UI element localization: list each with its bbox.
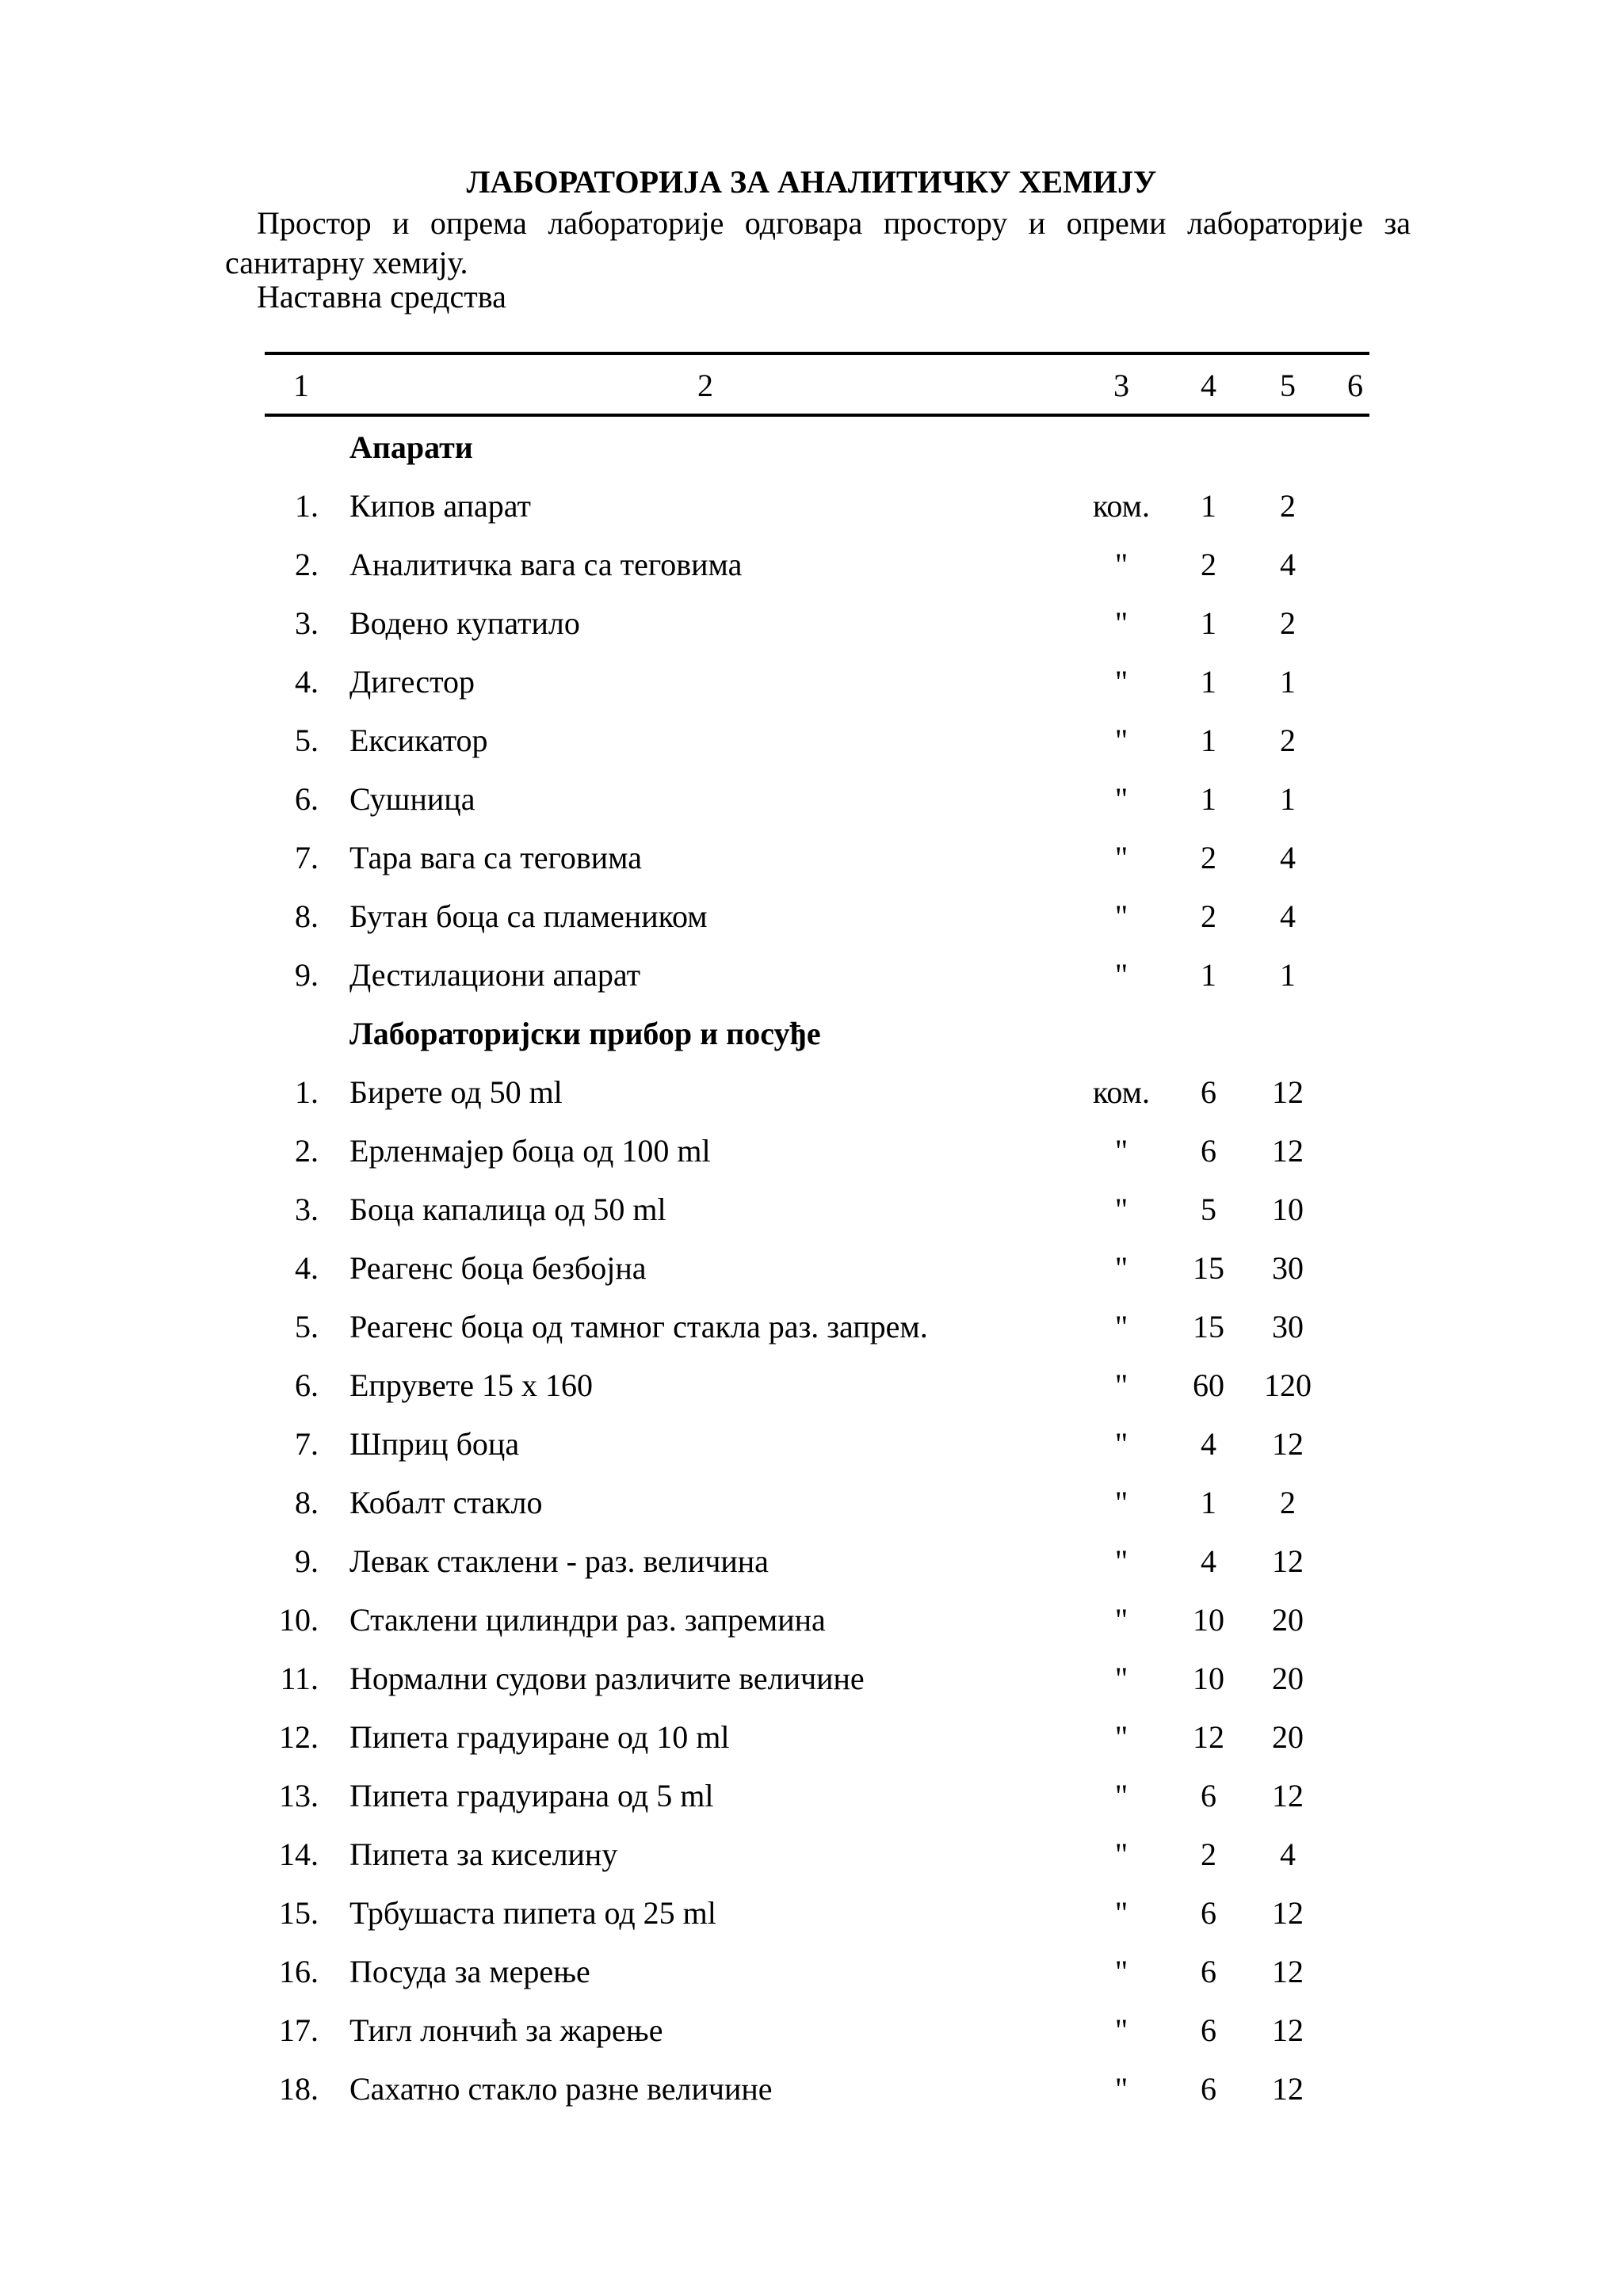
quantity-col-5: 2	[1280, 1485, 1296, 1520]
item-name: Сахатно стакло разне величине	[349, 2071, 773, 2107]
item-name: Пипета градуирана од 5 ml	[349, 1778, 714, 1814]
item-unit: "	[1114, 1367, 1128, 1403]
item-unit: "	[1114, 1836, 1128, 1872]
quantity-col-5: 30	[1272, 1309, 1304, 1344]
quantity-col-4: 6	[1201, 1133, 1216, 1169]
row-number: 17.	[279, 2012, 319, 2048]
row-number: 12.	[279, 1719, 319, 1755]
quantity-col-5: 120	[1264, 1367, 1312, 1403]
quantity-col-4: 1	[1201, 723, 1216, 758]
section-heading: Апарати	[349, 429, 473, 465]
column-header-5: 5	[1280, 368, 1296, 403]
item-name: Боца капалица од 50 ml	[349, 1192, 666, 1227]
table-row	[0, 1952, 1623, 2011]
row-number: 1.	[295, 1074, 319, 1110]
quantity-col-4: 4	[1201, 1543, 1216, 1579]
row-number: 2.	[295, 547, 319, 582]
column-header-3: 3	[1113, 368, 1129, 403]
equipment-table-body	[0, 428, 1623, 2128]
row-number: 3.	[295, 1192, 319, 1227]
quantity-col-4: 6	[1201, 1074, 1216, 1110]
column-header-2: 2	[697, 368, 713, 403]
item-unit: "	[1114, 1485, 1128, 1520]
item-unit: "	[1114, 1895, 1128, 1931]
table-row	[0, 486, 1623, 545]
table-row	[0, 1835, 1623, 1894]
quantity-col-4: 2	[1201, 547, 1216, 582]
column-header-6: 6	[1347, 368, 1363, 403]
row-number: 14.	[279, 1836, 319, 1872]
table-row	[0, 838, 1623, 897]
row-number: 9.	[295, 1543, 319, 1579]
intro-paragraph: Простор и опрема лабораторије одговара простору и опреми лабораторије за санитарну хемију.	[225, 205, 1411, 280]
quantity-col-4: 5	[1201, 1192, 1216, 1227]
item-name: Дигестор	[349, 664, 475, 700]
row-number: 9.	[295, 957, 319, 993]
item-name: Водено купатило	[349, 605, 580, 641]
table-row	[0, 1542, 1623, 1600]
row-number: 5.	[295, 723, 319, 758]
quantity-col-5: 12	[1272, 1074, 1304, 1110]
row-number: 8.	[295, 898, 319, 934]
row-number: 8.	[295, 1485, 319, 1520]
quantity-col-5: 30	[1272, 1250, 1304, 1286]
row-number: 15.	[279, 1895, 319, 1931]
table-row	[0, 1073, 1623, 1131]
quantity-col-5: 1	[1280, 957, 1296, 993]
table-row	[0, 1894, 1623, 1952]
quantity-col-4: 15	[1193, 1250, 1224, 1286]
item-unit: "	[1114, 1309, 1128, 1344]
quantity-col-5: 20	[1272, 1602, 1304, 1638]
quantity-col-4: 10	[1193, 1661, 1224, 1696]
row-number: 16.	[279, 1954, 319, 1989]
item-unit: "	[1114, 957, 1128, 993]
quantity-col-5: 20	[1272, 1719, 1304, 1755]
item-unit: "	[1114, 547, 1128, 582]
item-unit: ком.	[1093, 1074, 1150, 1110]
item-unit: "	[1114, 664, 1128, 700]
item-unit: "	[1114, 1954, 1128, 1989]
item-unit: "	[1114, 1133, 1128, 1169]
table-row	[0, 662, 1623, 721]
item-unit: "	[1114, 1250, 1128, 1286]
table-row	[0, 2069, 1623, 2128]
item-unit: "	[1114, 840, 1128, 875]
item-name: Ерленмајер боца од 100 ml	[349, 1133, 711, 1169]
row-number: 3.	[295, 605, 319, 641]
item-unit: ком.	[1093, 488, 1150, 524]
section-heading-row	[0, 1014, 1623, 1073]
item-name: Нормални судови различите величине	[349, 1661, 865, 1696]
quantity-col-4: 1	[1201, 664, 1216, 700]
quantity-col-5: 2	[1280, 488, 1296, 524]
quantity-col-5: 12	[1272, 1778, 1304, 1814]
row-number: 18.	[279, 2071, 319, 2107]
item-name: Тигл лончић за жарење	[349, 2012, 663, 2048]
quantity-col-5: 12	[1272, 1426, 1304, 1462]
section-heading: Лабораторијски прибор и посуђе	[349, 1016, 821, 1051]
item-unit: "	[1114, 1661, 1128, 1696]
item-name: Реагенс боца од тамног стакла раз. запрем.	[349, 1309, 928, 1344]
row-number: 11.	[280, 1661, 319, 1696]
quantity-col-5: 1	[1280, 664, 1296, 700]
item-name: Реагенс боца безбојна	[349, 1250, 647, 1286]
quantity-col-4: 6	[1201, 2012, 1216, 2048]
item-name: Кобалт стакло	[349, 1485, 543, 1520]
table-row	[0, 1600, 1623, 1659]
item-name: Ексикатор	[349, 723, 488, 758]
quantity-col-5: 2	[1280, 723, 1296, 758]
quantity-col-4: 6	[1201, 2071, 1216, 2107]
section-subtitle: Наставна средства	[257, 279, 506, 315]
row-number: 4.	[295, 1250, 319, 1286]
item-name: Стаклени цилиндри раз. запремина	[349, 1602, 826, 1638]
quantity-col-5: 12	[1272, 2012, 1304, 2048]
table-row	[0, 721, 1623, 780]
section-heading-row	[0, 428, 1623, 486]
quantity-col-4: 12	[1193, 1719, 1224, 1755]
item-unit: "	[1114, 1778, 1128, 1814]
table-row	[0, 1483, 1623, 1542]
table-row	[0, 780, 1623, 838]
quantity-col-5: 20	[1272, 1661, 1304, 1696]
quantity-col-5: 12	[1272, 1543, 1304, 1579]
item-name: Аналитичка вага са теговима	[349, 547, 743, 582]
quantity-col-5: 12	[1272, 1133, 1304, 1169]
item-unit: "	[1114, 723, 1128, 758]
quantity-col-4: 1	[1201, 488, 1216, 524]
row-number: 6.	[295, 781, 319, 817]
item-unit: "	[1114, 1602, 1128, 1638]
item-unit: "	[1114, 898, 1128, 934]
quantity-col-5: 12	[1272, 1895, 1304, 1931]
item-name: Бутан боца са пламеником	[349, 898, 708, 934]
item-name: Пипета за киселину	[349, 1836, 618, 1872]
row-number: 5.	[295, 1309, 319, 1344]
table-row	[0, 897, 1623, 955]
item-name: Сушница	[349, 781, 475, 817]
column-header-1: 1	[293, 368, 309, 403]
item-unit: "	[1114, 1719, 1128, 1755]
item-name: Посуда за мерење	[349, 1954, 590, 1989]
item-unit: "	[1114, 1192, 1128, 1227]
row-number: 4.	[295, 664, 319, 700]
quantity-col-4: 15	[1193, 1309, 1224, 1344]
quantity-col-4: 60	[1193, 1367, 1224, 1403]
quantity-col-5: 2	[1280, 605, 1296, 641]
quantity-col-4: 2	[1201, 1836, 1216, 1872]
quantity-col-5: 4	[1280, 898, 1296, 934]
row-number: 7.	[295, 840, 319, 875]
row-number: 6.	[295, 1367, 319, 1403]
item-unit: "	[1114, 2071, 1128, 2107]
item-name: Епрувете 15 x 160	[349, 1367, 593, 1403]
page-title: ЛАБОРАТОРИЈА ЗА АНАЛИТИЧКУ ХЕМИЈУ	[466, 164, 1157, 200]
item-name: Дестилациони апарат	[349, 957, 641, 993]
quantity-col-4: 1	[1201, 1485, 1216, 1520]
quantity-col-4: 6	[1201, 1895, 1216, 1931]
item-name: Пипета градуиране од 10 ml	[349, 1719, 730, 1755]
row-number: 7.	[295, 1426, 319, 1462]
item-unit: "	[1114, 781, 1128, 817]
table-row	[0, 604, 1623, 662]
quantity-col-4: 2	[1201, 898, 1216, 934]
table-row	[0, 1659, 1623, 1718]
item-unit: "	[1114, 605, 1128, 641]
quantity-col-4: 4	[1201, 1426, 1216, 1462]
quantity-col-4: 1	[1201, 781, 1216, 817]
table-row	[0, 1366, 1623, 1425]
table-row	[0, 1425, 1623, 1483]
row-number: 1.	[295, 488, 319, 524]
quantity-col-5: 10	[1272, 1192, 1304, 1227]
table-row	[0, 1718, 1623, 1776]
item-unit: "	[1114, 2012, 1128, 2048]
item-unit: "	[1114, 1543, 1128, 1579]
quantity-col-5: 12	[1272, 1954, 1304, 1989]
table-top-rule	[265, 352, 1369, 355]
item-name: Кипов апарат	[349, 488, 531, 524]
table-row	[0, 955, 1623, 1014]
quantity-col-4: 1	[1201, 957, 1216, 993]
table-row	[0, 1249, 1623, 1307]
quantity-col-5: 4	[1280, 840, 1296, 875]
quantity-col-4: 2	[1201, 840, 1216, 875]
row-number: 10.	[279, 1602, 319, 1638]
item-name: Левак стаклени - раз. величина	[349, 1543, 769, 1579]
table-row	[0, 1307, 1623, 1366]
quantity-col-5: 4	[1280, 1836, 1296, 1872]
item-name: Трбушаста пипета од 25 ml	[349, 1895, 716, 1931]
table-row	[0, 1131, 1623, 1190]
item-name: Тара вага са теговима	[349, 840, 642, 875]
quantity-col-4: 6	[1201, 1954, 1216, 1989]
row-number: 2.	[295, 1133, 319, 1169]
item-name: Шприц боца	[349, 1426, 520, 1462]
quantity-col-5: 1	[1280, 781, 1296, 817]
table-row	[0, 1776, 1623, 1835]
item-name: Бирете од 50 ml	[349, 1074, 563, 1110]
quantity-col-4: 6	[1201, 1778, 1216, 1814]
item-unit: "	[1114, 1426, 1128, 1462]
table-header-rule	[265, 414, 1369, 417]
column-header-4: 4	[1201, 368, 1216, 403]
table-row	[0, 545, 1623, 604]
quantity-col-5: 4	[1280, 547, 1296, 582]
quantity-col-4: 10	[1193, 1602, 1224, 1638]
table-row	[0, 2011, 1623, 2069]
quantity-col-5: 12	[1272, 2071, 1304, 2107]
row-number: 13.	[279, 1778, 319, 1814]
quantity-col-4: 1	[1201, 605, 1216, 641]
table-row	[0, 1190, 1623, 1249]
